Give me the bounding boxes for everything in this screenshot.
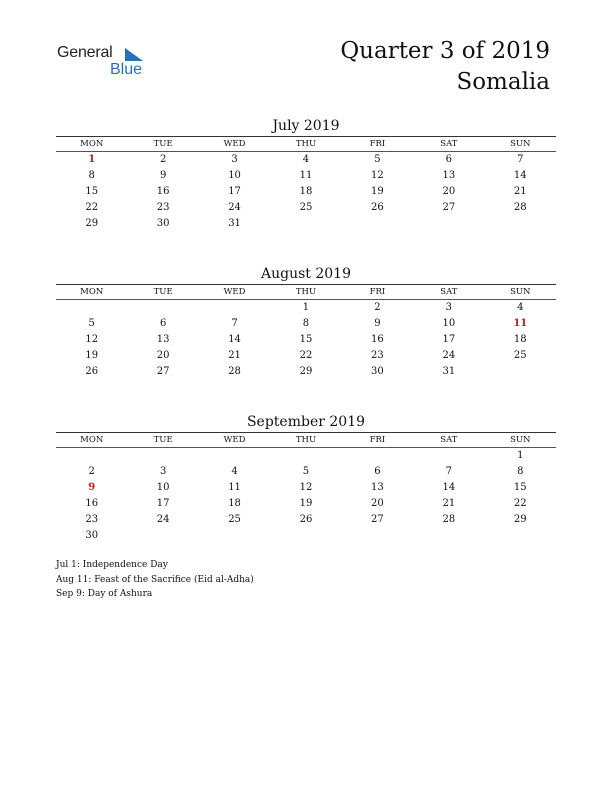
weekday-header: THU [295, 139, 317, 149]
day-cell [199, 300, 270, 316]
day-cell: 20 [371, 498, 384, 509]
day-cell: 26 [85, 366, 99, 377]
weekday-header-row [56, 433, 556, 448]
logo-triangle-icon [123, 48, 143, 62]
day-cell: 9 [159, 170, 167, 181]
day-cell: 3 [445, 302, 453, 313]
weekday-header: MON [80, 139, 104, 149]
day-cell: 13 [442, 170, 456, 181]
day-cell: 22 [299, 350, 313, 361]
month-august [56, 264, 556, 380]
day-cell: 17 [156, 498, 170, 509]
day-cell: 7 [517, 154, 524, 165]
day-cell [413, 448, 484, 464]
day-cell: 14 [442, 482, 456, 493]
weekday-header: FRI [369, 287, 386, 297]
day-cell: 20 [442, 186, 456, 197]
holiday-day-cell: 11 [513, 318, 528, 329]
week-row [56, 152, 556, 168]
day-cell: 11 [299, 170, 313, 181]
day-cell: 2 [88, 466, 95, 477]
day-cell: 21 [442, 498, 456, 509]
day-cell: 21 [513, 186, 527, 197]
day-cell [485, 528, 556, 544]
day-cell: 8 [88, 170, 95, 181]
weekday-header: SUN [510, 435, 531, 445]
weekday-header: MON [80, 287, 104, 297]
week-row [56, 480, 556, 496]
week-row [56, 332, 556, 348]
title-country: Somalia [456, 69, 550, 95]
day-cell [342, 528, 413, 544]
weekday-header: SUN [510, 139, 531, 149]
day-cell: 1 [517, 450, 524, 461]
weekday-header: WED [223, 287, 246, 297]
day-cell: 31 [228, 218, 241, 229]
weekday-header: FRI [369, 139, 386, 149]
weekday-header: MON [80, 435, 104, 445]
day-cell: 15 [299, 334, 313, 345]
day-cell: 10 [442, 318, 456, 329]
weekday-header: TUE [153, 139, 173, 149]
month-title: September 2019 [246, 414, 366, 430]
day-cell [413, 216, 484, 232]
day-cell: 14 [228, 334, 241, 345]
weekday-header: SAT [440, 287, 458, 297]
day-cell [485, 364, 556, 380]
weekday-header: WED [223, 139, 246, 149]
day-cell: 11 [228, 482, 241, 493]
day-cell: 30 [371, 366, 384, 377]
day-cell: 16 [85, 498, 99, 509]
day-cell: 15 [85, 186, 99, 197]
day-cell: 23 [156, 202, 170, 213]
day-cell: 18 [513, 334, 527, 345]
weekday-header: WED [223, 435, 246, 445]
day-cell [199, 448, 270, 464]
month-july [56, 116, 556, 232]
day-cell: 18 [228, 498, 241, 509]
day-cell: 12 [371, 170, 384, 181]
day-cell: 29 [85, 218, 99, 229]
day-cell [56, 300, 127, 316]
week-row [56, 200, 556, 216]
month-title: August 2019 [261, 266, 351, 282]
logo-blue-text: Blue [110, 61, 143, 78]
day-cell: 16 [156, 186, 170, 197]
day-cell: 12 [85, 334, 99, 345]
day-cell: 3 [159, 466, 167, 477]
day-cell: 20 [156, 350, 170, 361]
day-cell: 8 [517, 466, 524, 477]
day-cell [270, 448, 341, 464]
day-cell: 23 [371, 350, 384, 361]
day-cell: 27 [442, 202, 456, 213]
day-cell: 10 [156, 482, 170, 493]
day-cell: 2 [374, 302, 381, 313]
week-row [56, 300, 556, 316]
day-cell: 2 [159, 154, 167, 165]
day-cell: 27 [371, 514, 384, 525]
note-item: Sep 9: Day of Ashura [56, 589, 153, 599]
week-row [56, 364, 556, 380]
holiday-day-cell: 1 [88, 154, 96, 165]
day-cell: 19 [299, 498, 313, 509]
month-september [56, 412, 556, 544]
day-cell: 30 [85, 530, 99, 541]
holiday-day-cell: 9 [88, 482, 96, 493]
weekday-header: SAT [440, 139, 458, 149]
day-cell [342, 448, 413, 464]
weekday-header: TUE [153, 287, 173, 297]
week-row [56, 528, 556, 544]
day-cell: 14 [513, 170, 527, 181]
note-item: Jul 1: Independence Day [56, 560, 168, 570]
day-cell [199, 528, 270, 544]
day-cell [342, 216, 413, 232]
day-cell [127, 300, 198, 316]
day-cell: 4 [231, 466, 238, 477]
day-cell: 3 [231, 154, 238, 165]
weekday-header: TUE [153, 435, 173, 445]
week-row [56, 496, 556, 512]
page-title [340, 36, 550, 98]
day-cell: 6 [159, 318, 167, 329]
day-cell: 24 [228, 202, 241, 213]
week-row [56, 216, 556, 232]
week-row [56, 184, 556, 200]
day-cell: 22 [85, 202, 99, 213]
weekday-header: SAT [440, 435, 458, 445]
day-cell [270, 528, 341, 544]
day-cell: 16 [371, 334, 384, 345]
day-cell: 24 [156, 514, 170, 525]
day-cell: 5 [374, 154, 381, 165]
day-cell: 26 [371, 202, 384, 213]
day-cell: 25 [513, 350, 527, 361]
day-cell [127, 448, 198, 464]
note-item: Aug 11: Feast of the Sacrifice (Eid al-Adha) [56, 574, 254, 585]
day-cell: 17 [228, 186, 241, 197]
day-cell: 18 [299, 186, 313, 197]
week-row [56, 512, 556, 528]
weekday-header: THU [295, 287, 317, 297]
weekday-header: THU [295, 435, 317, 445]
weekday-header: FRI [369, 435, 386, 445]
day-cell: 26 [299, 514, 313, 525]
weekday-header: SUN [510, 287, 531, 297]
day-cell: 4 [302, 154, 310, 165]
week-row [56, 348, 556, 364]
day-cell: 25 [228, 514, 241, 525]
day-cell: 5 [88, 318, 95, 329]
title-quarter: Quarter 3 of 2019 [340, 38, 550, 64]
day-cell: 1 [302, 302, 310, 313]
day-cell [413, 528, 484, 544]
day-cell: 4 [517, 302, 524, 313]
day-cell: 6 [374, 466, 381, 477]
day-cell: 28 [513, 202, 527, 213]
day-cell: 31 [442, 366, 456, 377]
day-cell: 29 [513, 514, 527, 525]
day-cell: 5 [302, 466, 310, 477]
holiday-notes [56, 558, 254, 602]
day-cell: 28 [228, 366, 241, 377]
week-row [56, 316, 556, 332]
week-row [56, 464, 556, 480]
day-cell: 23 [85, 514, 99, 525]
day-cell: 17 [442, 334, 456, 345]
weekday-header-row [56, 137, 556, 152]
day-cell: 12 [299, 482, 313, 493]
day-cell: 9 [374, 318, 381, 329]
day-cell: 15 [513, 482, 527, 493]
day-cell: 30 [156, 218, 170, 229]
week-row [56, 448, 556, 464]
day-cell [270, 216, 341, 232]
day-cell: 7 [445, 466, 453, 477]
day-cell [485, 216, 556, 232]
day-cell: 29 [299, 366, 313, 377]
month-title: July 2019 [272, 118, 340, 134]
day-cell: 19 [371, 186, 384, 197]
day-cell: 21 [228, 350, 241, 361]
weekday-header-row [56, 285, 556, 300]
day-cell: 10 [228, 170, 241, 181]
logo-general-text: General [57, 44, 113, 61]
day-cell: 8 [302, 318, 310, 329]
day-cell: 28 [442, 514, 456, 525]
day-cell: 25 [299, 202, 313, 213]
day-cell: 19 [85, 350, 99, 361]
week-row [56, 168, 556, 184]
day-cell: 6 [445, 154, 453, 165]
day-cell: 13 [371, 482, 384, 493]
day-cell [127, 528, 198, 544]
day-cell [56, 448, 127, 464]
day-cell: 22 [513, 498, 527, 509]
day-cell: 27 [156, 366, 170, 377]
day-cell: 7 [231, 318, 238, 329]
day-cell: 24 [442, 350, 456, 361]
day-cell: 13 [156, 334, 170, 345]
